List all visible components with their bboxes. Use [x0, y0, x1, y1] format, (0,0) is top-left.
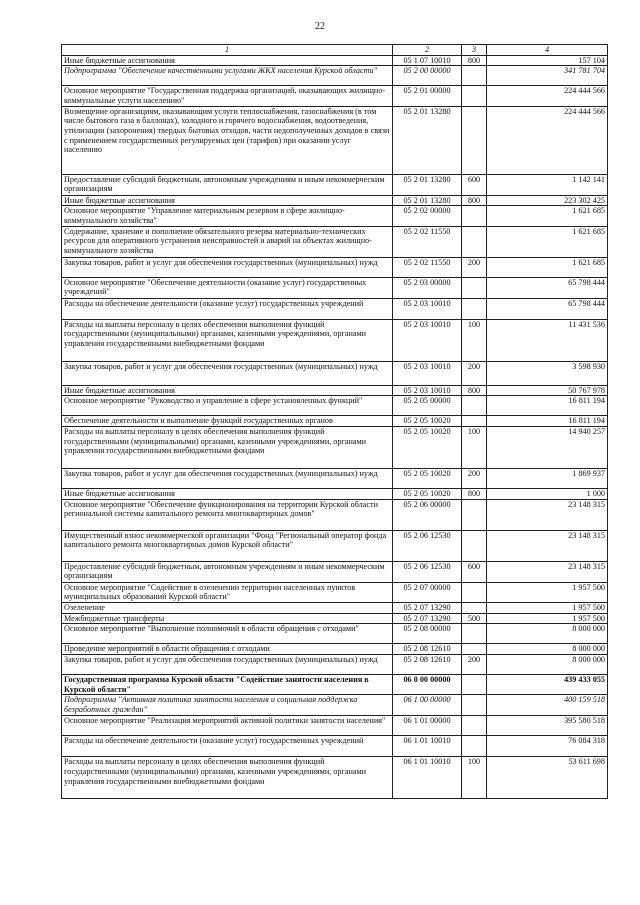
row-name-cell: Основное мероприятие "Руководство и управление в сфере установленных функций"	[62, 396, 393, 416]
table-row	[62, 489, 608, 500]
table-row	[62, 86, 608, 106]
row-name-cell: Основное мероприятие "Обеспечение функционирования на территории Курской области региональной системы капитального ремонта многоквартирных домов"	[62, 499, 393, 530]
row-code-cell: 05 2 05 10020	[393, 469, 462, 489]
row-code-cell: 05 2 02 00000	[393, 206, 462, 226]
row-amount-cell: 1 142 141	[487, 174, 608, 195]
row-code-cell: 05 2 08 12610	[393, 644, 462, 655]
row-code-cell: 05 2 03 10010	[393, 385, 462, 396]
row-name-cell: Иные бюджетные ассигнования	[62, 489, 393, 500]
table-row	[62, 561, 608, 582]
row-code-cell: 05 2 07 00000	[393, 582, 462, 602]
table-row	[62, 530, 608, 561]
row-name-cell: Подпрограмма "Активная политика занятости населения и социальная поддержка безработных граждан"	[62, 695, 393, 716]
row-name-cell: Расходы на выплаты персоналу в целях обеспечения выполнения функций государственными (муниципальными) органами, казенными учреждениями, органами управления государственными внебюджетными фондами	[62, 427, 393, 469]
row-amount-cell: 1 957 500	[487, 613, 608, 624]
table-body	[62, 45, 608, 799]
row-amount-cell: 1 621 685	[487, 257, 608, 277]
table-row	[62, 106, 608, 174]
row-amount-cell: 341 781 704	[487, 66, 608, 86]
row-name-cell: Закупка товаров, работ и услуг для обеспечения государственных (муниципальных) нужд	[62, 361, 393, 385]
row-code-cell: 05 2 03 00000	[393, 277, 462, 298]
row-amount-cell: 50 767 978	[487, 385, 608, 396]
row-code-cell: 05 2 02 11550	[393, 257, 462, 277]
table-row	[62, 206, 608, 226]
row-expense-type-cell	[462, 277, 487, 298]
row-code-cell: 05 2 01 13280	[393, 106, 462, 174]
table-row	[62, 174, 608, 195]
row-code-cell: 05 2 07 13290	[393, 603, 462, 614]
table-header-row	[62, 45, 608, 56]
row-code-cell: 05 2 05 10020	[393, 427, 462, 469]
row-name-cell: Основное мероприятие "Государственная поддержка организаций, оказывающих жилищно-коммунальные услуги населению"	[62, 86, 393, 106]
table-row	[62, 66, 608, 86]
row-expense-type-cell: 500	[462, 613, 487, 624]
row-name-cell: Расходы на выплаты персоналу в целях обеспечения выполнения функций государственными (муниципальными) органами, казенными учреждениями, органами управления государственными внебюджетными фондами	[62, 757, 393, 799]
row-amount-cell: 1 869 937	[487, 469, 608, 489]
row-code-cell: 05 2 01 13280	[393, 195, 462, 206]
row-name-cell: Основное мероприятие "Управление материальным резервом в сфере жилищно-коммунального хозяйства"	[62, 206, 393, 226]
row-name-cell: Иные бюджетные ассигнования	[62, 195, 393, 206]
row-expense-type-cell	[462, 66, 487, 86]
row-code-cell: 05 2 00 00000	[393, 66, 462, 86]
row-code-cell: 05 2 08 00000	[393, 624, 462, 644]
row-code-cell: 06 1 01 10010	[393, 736, 462, 757]
row-expense-type-cell	[462, 499, 487, 530]
row-amount-cell: 157 104	[487, 55, 608, 66]
table-row	[62, 499, 608, 530]
row-expense-type-cell	[462, 644, 487, 655]
row-code-cell: 05 2 03 10010	[393, 319, 462, 361]
row-amount-cell: 23 148 315	[487, 499, 608, 530]
header-col-4: 4	[487, 45, 608, 56]
row-expense-type-cell	[462, 695, 487, 716]
row-amount-cell: 1 621 685	[487, 206, 608, 226]
table-row	[62, 736, 608, 757]
row-expense-type-cell: 800	[462, 385, 487, 396]
row-amount-cell: 439 433 055	[487, 675, 608, 695]
row-name-cell: Иные бюджетные ассигнования	[62, 385, 393, 396]
row-code-cell: 05 2 03 10010	[393, 361, 462, 385]
header-col-1: 1	[62, 45, 393, 56]
row-name-cell: Подпрограмма "Обеспечение качественными услугами ЖКХ населения Курской области"	[62, 66, 393, 86]
row-code-cell: 05 2 05 10020	[393, 416, 462, 427]
row-amount-cell: 224 444 566	[487, 106, 608, 174]
row-amount-cell: 14 940 257	[487, 427, 608, 469]
row-amount-cell: 53 611 698	[487, 757, 608, 799]
row-code-cell: 05 2 03 10010	[393, 298, 462, 319]
row-expense-type-cell	[462, 206, 487, 226]
row-name-cell: Возмещение организациям, оказывающим услуги теплоснабжения, газоснабжения (в том числе бытового газа в баллонах), холодного и горячего водоснабжения, водоотведения, утилизации (захоронения) твердых бытовых отходов, части недополученных доходов в связи с применением государственных регулируемых цен (тарифов) при оказании услуг населению	[62, 106, 393, 174]
row-expense-type-cell: 800	[462, 489, 487, 500]
page-number: 22	[315, 21, 325, 32]
row-code-cell: 05 2 06 12530	[393, 561, 462, 582]
table-row	[62, 277, 608, 298]
row-expense-type-cell	[462, 106, 487, 174]
row-expense-type-cell: 200	[462, 469, 487, 489]
row-amount-cell: 223 302 425	[487, 195, 608, 206]
row-code-cell: 05 1 07 10010	[393, 55, 462, 66]
table-row	[62, 613, 608, 624]
row-name-cell: Иные бюджетные ассигнования	[62, 55, 393, 66]
row-amount-cell: 11 431 536	[487, 319, 608, 361]
row-name-cell: Предоставление субсидий бюджетным, автономным учреждениям и иным некоммерческим организациям	[62, 174, 393, 195]
row-expense-type-cell	[462, 416, 487, 427]
row-name-cell: Содержание, хранение и пополнение обязательного резерва материально-технических ресурсов для оперативного устранения неисправностей и аварий на объектах жилищно-коммунального хозяйства	[62, 226, 393, 257]
row-name-cell: Межбюджетные трансферты	[62, 613, 393, 624]
row-name-cell: Расходы на выплаты персоналу в целях обеспечения выполнения функций государственными (муниципальными) органами, казенными учреждениями, органами управления государственными внебюджетными фондами	[62, 319, 393, 361]
row-amount-cell: 23 148 315	[487, 561, 608, 582]
row-amount-cell: 1 957 500	[487, 582, 608, 602]
row-name-cell: Предоставление субсидий бюджетным, автономным учреждениям и иным некоммерческим организациям	[62, 561, 393, 582]
row-code-cell: 06 1 01 00000	[393, 716, 462, 736]
table-row	[62, 603, 608, 614]
row-amount-cell: 1 957 500	[487, 603, 608, 614]
row-amount-cell: 16 811 194	[487, 416, 608, 427]
row-name-cell: Имущественный взнос некоммерческой организации "Фонд "Региональный оператор фонда капитального ремонта многоквартирных домов Курской области"	[62, 530, 393, 561]
row-amount-cell: 1 000	[487, 489, 608, 500]
table-row	[62, 427, 608, 469]
row-expense-type-cell	[462, 298, 487, 319]
table-row	[62, 195, 608, 206]
row-expense-type-cell	[462, 624, 487, 644]
table-row	[62, 582, 608, 602]
row-amount-cell: 76 084 318	[487, 736, 608, 757]
row-expense-type-cell	[462, 603, 487, 614]
row-name-cell: Основное мероприятие "Содействие в озеленении территории населенных пунктов муниципальных образований Курской области"	[62, 582, 393, 602]
table-row	[62, 469, 608, 489]
row-expense-type-cell: 100	[462, 427, 487, 469]
table-row	[62, 298, 608, 319]
budget-table	[61, 44, 608, 799]
row-code-cell: 06 1 00 00000	[393, 695, 462, 716]
table-row	[62, 695, 608, 716]
table-row	[62, 226, 608, 257]
table-row	[62, 757, 608, 799]
row-expense-type-cell	[462, 86, 487, 106]
row-name-cell: Озеленение	[62, 603, 393, 614]
row-code-cell: 05 2 06 12530	[393, 530, 462, 561]
row-expense-type-cell	[462, 582, 487, 602]
header-col-2: 2	[393, 45, 462, 56]
table-row	[62, 655, 608, 675]
row-expense-type-cell: 800	[462, 195, 487, 206]
row-expense-type-cell: 200	[462, 361, 487, 385]
row-expense-type-cell	[462, 736, 487, 757]
table-row	[62, 319, 608, 361]
table-row	[62, 675, 608, 695]
row-code-cell: 06 1 01 10010	[393, 757, 462, 799]
row-name-cell: Основное мероприятие "Обеспечение деятельности (оказание услуг) государственных учреждений"	[62, 277, 393, 298]
row-code-cell: 05 2 01 13280	[393, 174, 462, 195]
table-row	[62, 385, 608, 396]
row-expense-type-cell	[462, 226, 487, 257]
row-amount-cell: 8 000 000	[487, 624, 608, 644]
row-amount-cell: 395 580 518	[487, 716, 608, 736]
row-name-cell: Обеспечение деятельности и выполнение функций государственных органов	[62, 416, 393, 427]
row-name-cell: Закупка товаров, работ и услуг для обеспечения государственных (муниципальных) нужд	[62, 655, 393, 675]
row-name-cell: Основное мероприятие "Реализация мероприятий активной политики занятости населения"	[62, 716, 393, 736]
table-row	[62, 257, 608, 277]
row-amount-cell: 8 000 000	[487, 644, 608, 655]
row-amount-cell: 65 798 444	[487, 298, 608, 319]
row-expense-type-cell: 800	[462, 55, 487, 66]
row-expense-type-cell: 200	[462, 257, 487, 277]
table-row	[62, 361, 608, 385]
row-amount-cell: 400 159 518	[487, 695, 608, 716]
table-row	[62, 55, 608, 66]
row-code-cell: 05 2 01 00000	[393, 86, 462, 106]
table-row	[62, 716, 608, 736]
row-name-cell: Расходы на обеспечение деятельности (оказание услуг) государственных учреждений	[62, 298, 393, 319]
row-code-cell: 05 2 05 00000	[393, 396, 462, 416]
row-name-cell: Основное мероприятие "Выполнение полномочий в области обращения с отходами"	[62, 624, 393, 644]
row-expense-type-cell: 600	[462, 174, 487, 195]
row-expense-type-cell	[462, 716, 487, 736]
row-amount-cell: 224 444 566	[487, 86, 608, 106]
row-amount-cell: 23 148 315	[487, 530, 608, 561]
row-amount-cell: 3 598 930	[487, 361, 608, 385]
row-expense-type-cell	[462, 396, 487, 416]
row-name-cell: Государственная программа Курской области "Содействие занятости населения в Курской области"	[62, 675, 393, 695]
row-amount-cell: 8 000 000	[487, 655, 608, 675]
row-expense-type-cell: 100	[462, 319, 487, 361]
row-name-cell: Закупка товаров, работ и услуг для обеспечения государственных (муниципальных) нужд	[62, 469, 393, 489]
row-expense-type-cell: 100	[462, 757, 487, 799]
row-name-cell: Проведение мероприятий в области обращения с отходами	[62, 644, 393, 655]
row-amount-cell: 1 621 685	[487, 226, 608, 257]
row-code-cell: 06 0 00 00000	[393, 675, 462, 695]
row-code-cell: 05 2 07 13290	[393, 613, 462, 624]
row-name-cell: Расходы на обеспечение деятельности (оказание услуг) государственных учреждений	[62, 736, 393, 757]
row-amount-cell: 16 811 194	[487, 396, 608, 416]
row-expense-type-cell	[462, 675, 487, 695]
table-row	[62, 644, 608, 655]
row-code-cell: 05 2 05 10020	[393, 489, 462, 500]
row-code-cell: 05 2 08 12610	[393, 655, 462, 675]
row-code-cell: 05 2 06 00000	[393, 499, 462, 530]
row-code-cell: 05 2 02 11550	[393, 226, 462, 257]
table-row	[62, 416, 608, 427]
row-expense-type-cell: 200	[462, 655, 487, 675]
table-row	[62, 396, 608, 416]
row-amount-cell: 65 798 444	[487, 277, 608, 298]
table-row	[62, 624, 608, 644]
header-col-3: 3	[462, 45, 487, 56]
row-expense-type-cell: 600	[462, 561, 487, 582]
row-name-cell: Закупка товаров, работ и услуг для обеспечения государственных (муниципальных) нужд	[62, 257, 393, 277]
row-expense-type-cell	[462, 530, 487, 561]
